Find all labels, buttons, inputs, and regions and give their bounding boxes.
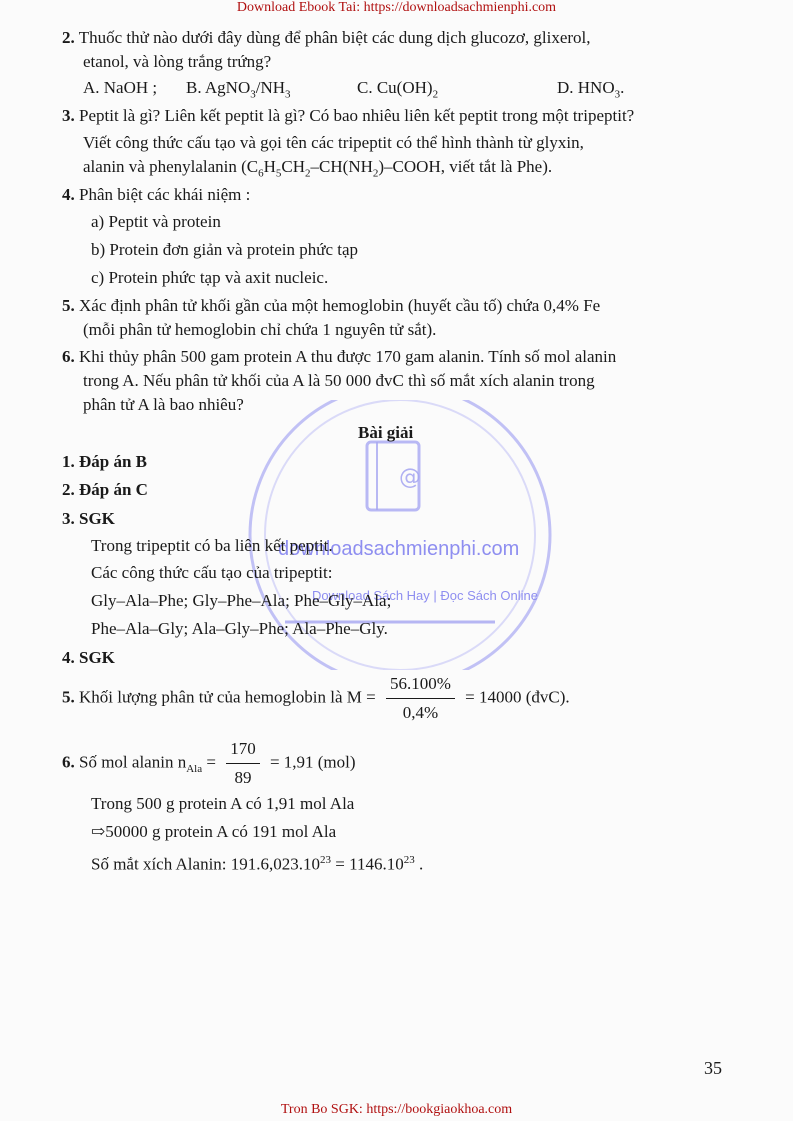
question-2-option-a: A. NaOH ; [83,78,158,97]
solution-title: Bài giải [358,423,414,442]
answer-3: 3. SGK [62,509,115,528]
answer-3-line-3: Gly–Ala–Phe; Gly–Phe–Ala; Phe–Gly–Ala; [91,591,392,610]
question-3-line3: alanin và phenylalanin ($C_6H_5CH_2-CH(NH_2)$–COOH, viết tắt là Phe). [83,157,553,180]
question-4-item-b: b) Protein đơn giản và protein phức tạp [91,240,359,259]
answer-4: 4. SGK [62,648,115,667]
watermark-subtext: Download Sách Hay | Đọc Sách Online [312,588,538,603]
answer-6: 6. Số mol alanin $n_{Ala}$ = $\frac{170}{89}$ = 1,91 (mol) [62,737,356,790]
question-6: 6. Khi thủy phân 500 gam protein A thu được 170 gam alanin. Tính số mol alanin [62,347,617,366]
question-2-option-d: D. $HNO_3$. [557,78,625,101]
answer-3-line-4: Phe–Ala–Gly; Ala–Gly–Phe; Ala–Phe–Gly. [91,619,388,638]
header-download-link[interactable]: Download Ebook Tai: https://downloadsachmienphi.com [236,0,557,15]
watermark-text: downloadsachmienphi.com [278,538,520,560]
answer-2: 2. Đáp án C [62,480,148,499]
answer-6-line-1: Trong 500 g protein A có 1,91 mol Ala [91,794,355,813]
answer-6-fraction: $\frac{170}{89}$ [226,737,260,790]
arrow-icon: ⇨ [91,822,106,841]
answer-3-line-2: Các công thức cấu tạo của tripeptit: [91,563,333,582]
question-2-option-b: B. $AgNO_3/NH_3$ [186,78,291,101]
question-4-item-c: c) Protein phức tạp và axit nucleic. [91,268,329,287]
question-2-option-c: C. $Cu(OH)_2$ [357,78,439,101]
question-2: 2. Thuốc thử nào dưới đây dùng để phân biệt các dung dịch glucozơ, glixerol, [62,28,591,47]
page-number: 35 [704,1058,722,1078]
question-4-item-a: a) Peptit và protein [91,212,221,231]
question-6-line2: trong A. Nếu phân tử khối của A là 50 000 đvC thì số mắt xích alanin trong [83,371,595,390]
question-5-line2: (mỗi phân tử hemoglobin chỉ chứa 1 nguyên tử sắt). [83,320,437,339]
question-3-line2: Viết công thức cấu tạo và gọi tên các tripeptit có thể hình thành từ glyxin, [83,133,584,152]
svg-text:@: @ [399,465,421,490]
answer-3-line-1: Trong tripeptit có ba liên kết peptit. [91,536,333,555]
answer-6-line-3: Số mắt xích Alanin: $191.6,023.10^{23} = 1146.10^{23}$ . [91,854,424,874]
question-6-line3: phân tử A là bao nhiêu? [83,395,244,414]
question-3: 3. Peptit là gì? Liên kết peptit là gì? Có bao nhiêu liên kết peptit trong một tripeptit? [62,106,635,125]
answer-5: 5. Khối lượng phân tử của hemoglobin là M = $\frac{56.100\%}{0,4\%}$ = 14000 (đvC). [62,672,570,725]
footer-link[interactable]: Tron Bo SGK: https://bookgiaokhoa.com [280,1102,513,1117]
question-4: 4. Phân biệt các khái niệm : [62,185,251,204]
answer-6-line-2: ⇨50000 g protein A có 191 mol Ala [91,822,337,841]
question-2-line2: etanol, và lòng trắng trứng? [83,52,272,71]
answer-5-fraction: $\frac{56.100\%}{0,4\%}$ [386,672,455,725]
question-5: 5. Xác định phân tử khối gần của một hemoglobin (huyết cầu tố) chứa 0,4% Fe [62,296,601,315]
answer-1: 1. Đáp án B [62,452,148,471]
